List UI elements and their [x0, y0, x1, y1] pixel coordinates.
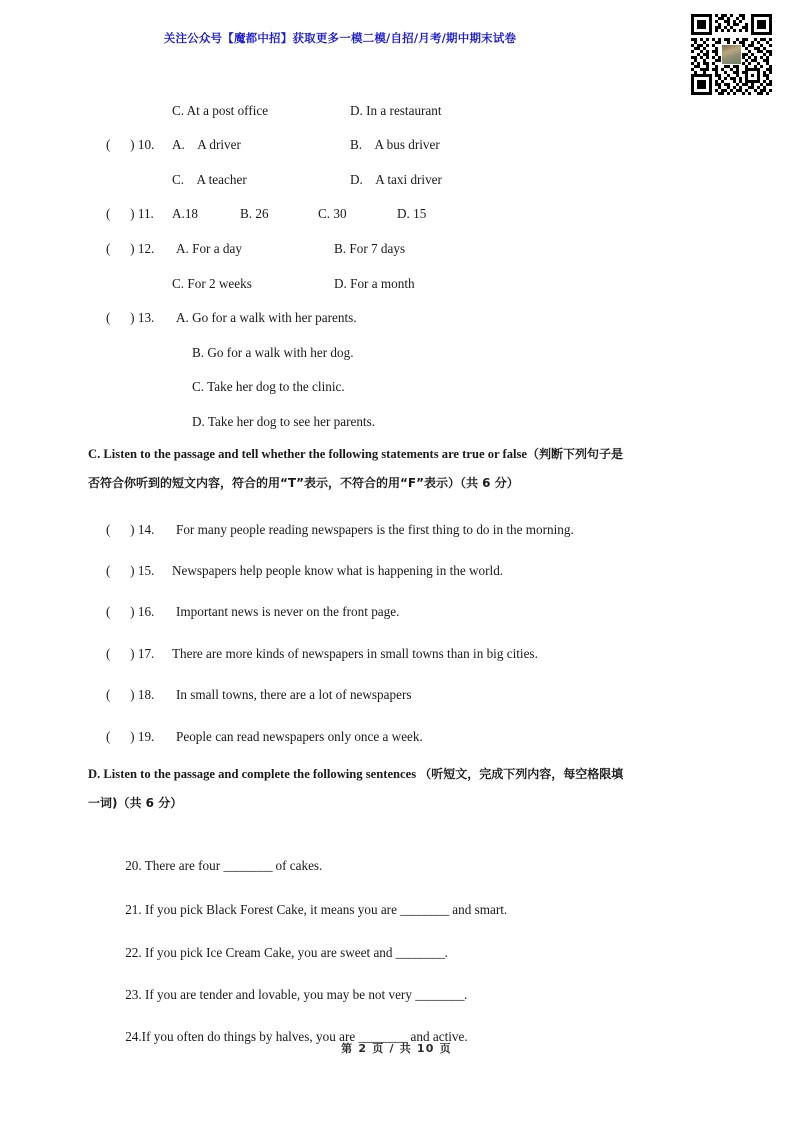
q13-answer-box[interactable]: ( ) 13.	[106, 310, 155, 325]
q17-statement: There are more kinds of newspapers in small towns than in big cities.	[172, 646, 538, 661]
section-d-heading-cn-2: 一词)（共 6 分）	[88, 796, 183, 810]
q10-answer-box[interactable]: ( ) 10.	[106, 137, 155, 152]
q23-text-before: If you are tender and lovable, you may be not very	[141, 987, 416, 1002]
q15-statement: Newspapers help people know what is happening in the world.	[172, 563, 504, 578]
q18-answer-box[interactable]: ( ) 18.	[106, 687, 155, 702]
section-d-heading-cn-1: （听短文，完成下列内容，每空格限填	[419, 767, 624, 781]
q11-answer-box[interactable]: ( ) 11.	[106, 206, 154, 221]
q10-option-c: C. A teacher	[172, 172, 247, 187]
q16-answer-box[interactable]: ( ) 16.	[106, 604, 155, 619]
q22-number: 22.	[125, 945, 142, 960]
q13-option-b: B. Go for a walk with her dog.	[192, 345, 354, 360]
q21-text-after: and smart.	[448, 902, 508, 917]
q13-option-a: A. Go for a walk with her parents.	[176, 310, 357, 325]
q12-option-b: B. For 7 days	[334, 241, 406, 256]
q19-statement: People can read newspapers only once a week.	[176, 729, 423, 744]
q12-option-c: C. For 2 weeks	[172, 276, 252, 291]
q20-blank[interactable]: ________	[223, 858, 273, 873]
q11-option-a: A.18	[172, 206, 199, 221]
q22-text-after: .	[444, 945, 448, 960]
q11-option-b: B. 26	[240, 206, 269, 221]
q24-blank[interactable]: ________	[358, 1029, 408, 1044]
section-c-heading-cn-3: 表示，不符合的用	[303, 476, 400, 490]
q23-blank[interactable]: ________	[415, 987, 464, 1002]
q10-option-a: A. A driver	[172, 137, 241, 152]
q21-blank[interactable]: ________	[400, 902, 449, 917]
section-c-heading-cn-1: （判断下列句子是	[527, 447, 624, 461]
q21-number: 21.	[125, 902, 142, 917]
section-c-heading-cn-2: 否符合你听到的短文内容，符合的用	[88, 476, 281, 490]
q14-statement: For many people reading newspapers is the first thing to do in the morning.	[176, 522, 574, 537]
q18-statement: In small towns, there are a lot of newspapers	[176, 687, 412, 702]
qr-center-logo	[721, 44, 742, 65]
section-c-heading-cn-4: 表示）（共 6 分）	[423, 476, 519, 490]
q10-option-d: D. A taxi driver	[350, 172, 442, 187]
q11-option-d: D. 15	[397, 206, 427, 221]
q23-number: 23.	[125, 987, 142, 1002]
q22-blank[interactable]: ________	[395, 945, 445, 960]
section-c-quote-false: “F”	[400, 476, 424, 490]
q13-option-c: C. Take her dog to the clinic.	[192, 379, 345, 394]
q9-option-c: C. At a post office	[172, 103, 269, 118]
qr-code	[688, 11, 775, 98]
section-c-heading	[88, 440, 708, 498]
q17-answer-box[interactable]: ( ) 17.	[106, 646, 155, 661]
q19-answer-box[interactable]: ( ) 19.	[106, 729, 155, 744]
q24-number: 24.	[125, 1029, 142, 1044]
q9-option-d: D. In a restaurant	[350, 103, 442, 118]
page-footer: 第 2 页 / 共 10 页	[341, 1042, 452, 1055]
q24-text-after: and active.	[407, 1029, 468, 1044]
q12-answer-box[interactable]: ( ) 12.	[106, 241, 155, 256]
q12-option-a: A. For a day	[176, 241, 242, 256]
q15-answer-box[interactable]: ( ) 15.	[106, 563, 155, 578]
q20-number: 20.	[125, 858, 142, 873]
q16-statement: Important news is never on the front page.	[176, 604, 400, 619]
section-c-quote-true: “T”	[280, 476, 304, 490]
q11-option-c: C. 30	[318, 206, 347, 221]
section-d-heading	[88, 760, 708, 818]
q23-text-after: .	[463, 987, 468, 1002]
q24-text-before: If you often do things by halves, you are	[141, 1029, 359, 1044]
q21-text-before: If you pick Black Forest Cake, it means you are	[141, 902, 401, 917]
promo-banner-text: 关注公众号【魔都中招】获取更多一模二模/自招/月考/期中期末试卷	[163, 31, 517, 45]
q12-option-d: D. For a month	[334, 276, 415, 291]
q13-option-d: D. Take her dog to see her parents.	[192, 414, 376, 429]
q14-answer-box[interactable]: ( ) 14.	[106, 522, 155, 537]
q20-text-before: There are four	[141, 858, 224, 873]
section-d-heading-en: D. Listen to the passage and complete the following sentences	[88, 767, 417, 781]
q20-text-after: of cakes.	[272, 858, 323, 873]
q10-option-b: B. A bus driver	[350, 137, 440, 152]
q22-text-before: If you pick Ice Cream Cake, you are sweet and	[141, 945, 396, 960]
section-c-heading-en: C. Listen to the passage and tell whether the following statements are true or false	[88, 447, 527, 461]
